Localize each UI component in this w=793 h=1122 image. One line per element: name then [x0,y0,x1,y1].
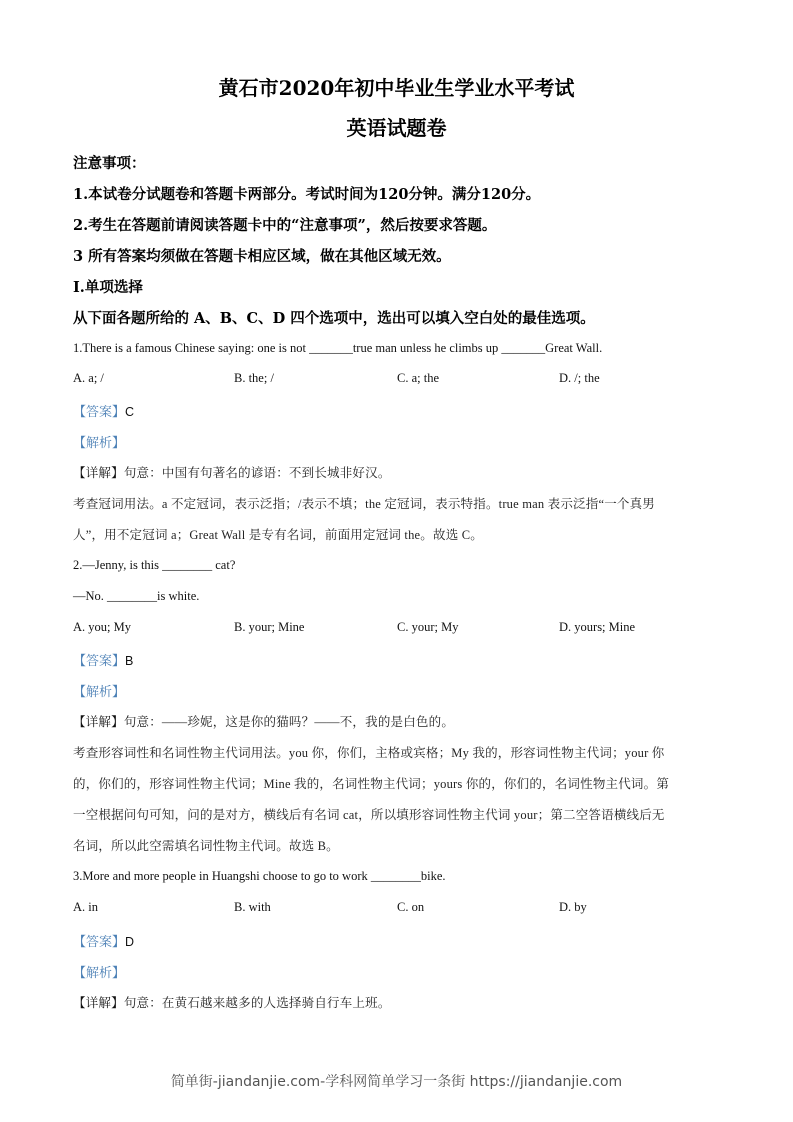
question-1-detail-line-1: 【详解】句意：中国有句著名的谚语：不到长城非好汉。 [73,466,391,480]
question-1-option-a: A. a; / [73,371,104,385]
question-2-detail-line-1: 【详解】句意：——珍妮，这是你的猫吗？——不，我的是白色的。 [73,715,455,729]
question-2-detail-line-3: 的，你们的，形容词性物主代词；Mine 我的，名词性物主代词；yours 你的，你们的，名词性物主代词。第 [73,777,670,791]
question-1-option-d: D. /; the [559,371,600,385]
question-2-detail-line-4: 一空根据问句可知，问的是对方，横线后有名词 cat，所以填形容词性物主代词 your；第二空答语横线后无 [73,808,665,822]
question-2-option-a: A. you; My [73,620,131,634]
question-1-analysis-label: 【解析】 [73,436,126,451]
question-3-option-a: A. in [73,900,98,914]
detail-label: 【详解】 [73,466,124,480]
question-3-detail-line-1: 【详解】句意：在黄石越来越多的人选择骑自行车上班。 [73,996,391,1010]
question-1-stem: 1.There is a famous Chinese saying: one is not _______true man unless he climbs up _______Great Wall. [73,341,603,355]
question-2-analysis-label: 【解析】 [73,685,126,700]
section-heading: I.单项选择 [73,279,143,296]
question-2-detail-line-5: 名词，所以此空需填名词性物主代词。故选 B。 [73,839,339,853]
detail-label: 【详解】 [73,996,124,1010]
exam-subtitle: 英语试题卷 [346,116,447,140]
question-3-option-d: D. by [559,900,587,914]
question-2-stem-line-1: 2.—Jenny, is this ________ cat? [73,558,236,572]
answer-value: D [125,935,135,949]
question-1-detail-line-3: 人”，用不定冠词 a；Great Wall 是专有名词，前面用定冠词 the。故选 C。 [73,528,483,542]
notice-item-2: 2.考生在答题前请阅读答题卡中的“注意事项”，然后按要求答题。 [73,217,497,234]
question-1-option-c: C. a; the [397,371,440,385]
answer-value: C [125,405,135,419]
detail-label: 【详解】 [73,715,124,729]
question-2-detail-line-2: 考查形容词性和名词性物主代词用法。you 你，你们，主格或宾格；My 我的，形容词性物主代词；your 你 [73,746,665,760]
notice-heading: 注意事项： [73,155,146,172]
question-2-option-c: C. your; My [397,620,459,634]
question-3-analysis-label: 【解析】 [73,966,126,981]
question-2-stem-line-2: —No. ________is white. [73,589,200,603]
question-3-option-c: C. on [397,900,425,914]
notice-item-3: 3 所有答案均须做在答题卡相应区域，做在其他区域无效。 [73,248,451,265]
question-3-option-b: B. with [234,900,271,914]
notice-item-1: 1.本试卷分试题卷和答题卡两部分。考试时间为120分钟。满分120分。 [73,186,541,203]
footer-watermark: 简单街-jiandanjie.com-学科网简单学习一条街 https://jiandanjie.com [170,1074,623,1090]
question-2-answer [73,650,133,669]
exam-title: 黄石市2020年初中毕业生学业水平考试 [218,76,575,100]
question-1-option-b: B. the; / [234,371,274,385]
section-instruction: 从下面各题所给的 A、B、C、D 四个选项中，选出可以填入空白处的最佳选项。 [73,310,595,327]
answer-label: 【答案】 [73,935,126,950]
question-2-option-b: B. your; Mine [234,620,305,634]
question-2-option-d: D. yours; Mine [559,620,636,634]
question-1-detail-line-2: 考查冠词用法。a 不定冠词，表示泛指；/表示不填；the 定冠词，表示特指。true man 表示泛指“一个真男 [73,497,655,511]
answer-label: 【答案】 [73,405,126,420]
question-3-stem: 3.More and more people in Huangshi choose to go to work ________bike. [73,869,446,883]
question-3-answer [73,931,134,950]
answer-value: B [125,654,134,668]
answer-label: 【答案】 [73,654,126,669]
question-1-answer [73,401,134,420]
